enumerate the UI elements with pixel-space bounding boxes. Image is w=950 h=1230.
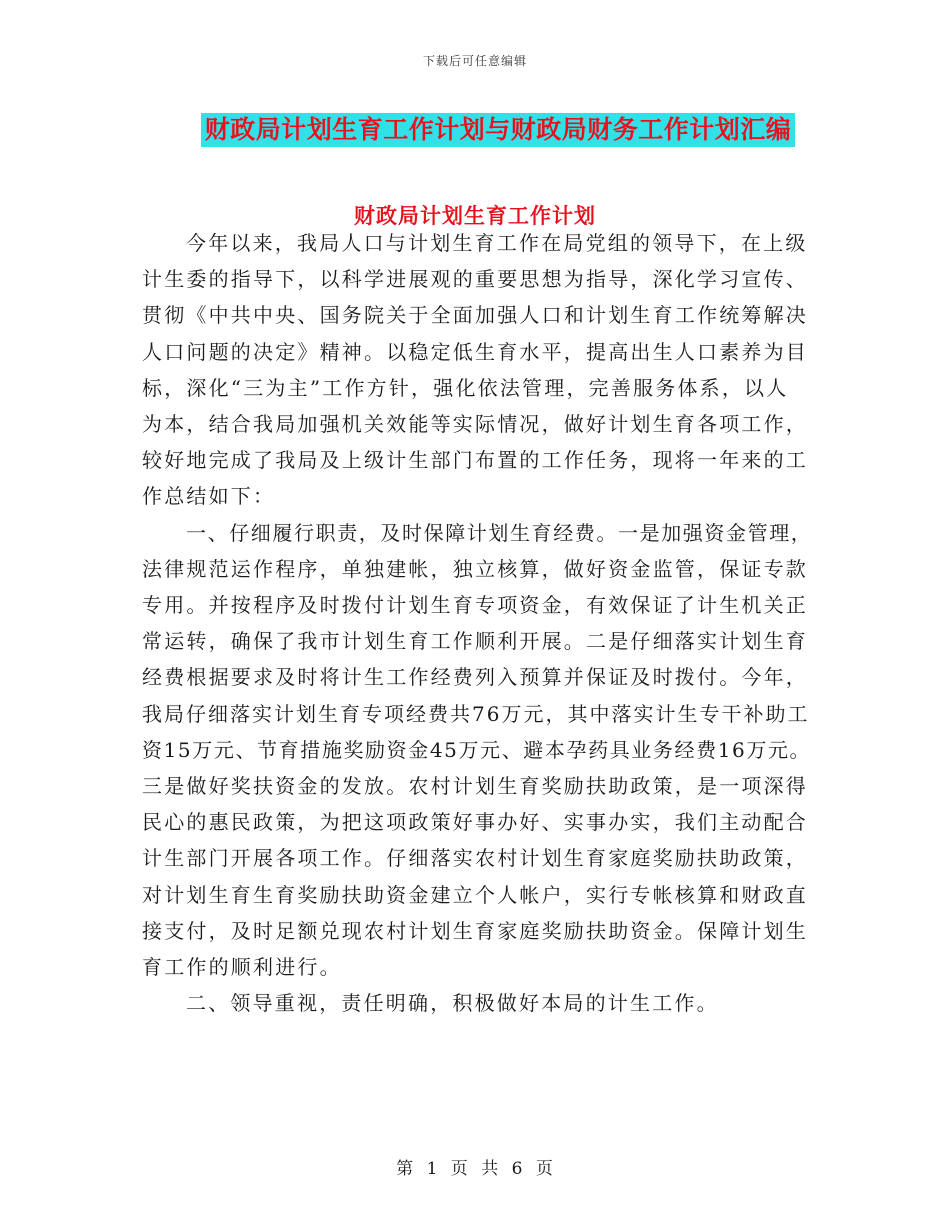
text-line: 一、仔细履行职责，及时保障计划生育经费。一是加强资金管理， [186, 520, 813, 545]
text-line: 对计划生育生育奖励扶助资金建立个人帐户，实行专帐核算和财政直 [142, 882, 808, 907]
text-line: 专用。并按程序及时拨付计划生育专项资金，有效保证了计生机关正 [142, 593, 808, 618]
text-line: 我局仔细落实计划生育专项经费共76万元，其中落实计生专干补助工 [142, 701, 810, 726]
document-body [142, 225, 812, 1021]
text-line: 经费根据要求及时将计生工作经费列入预算并保证及时拨付。今年， [142, 665, 808, 690]
page-footer: 第 1 页 共 6 页 [396, 1159, 554, 1179]
text-line: 育工作的顺利进行。 [142, 955, 342, 980]
main-title-container [0, 113, 950, 147]
text-line: 二、领导重视，责任明确，积极做好本局的计生工作。 [186, 991, 719, 1016]
text-line: 民心的惠民政策，为把这项政策好事办好、实事办实，我们主动配合 [142, 810, 808, 835]
text-line: 资15万元、节育措施奖励资金45万元、避本孕药具业务经费16万元。 [142, 737, 812, 762]
text-line: 三是做好奖扶资金的发放。农村计划生育奖励扶助政策，是一项深得 [142, 774, 808, 799]
text-line: 计生部门开展各项工作。仔细落实农村计划生育家庭奖励扶助政策， [142, 846, 808, 871]
text-line: 贯彻《中共中央、国务院关于全面加强人口和计划生育工作统筹解决 [142, 303, 808, 328]
text-line: 作总结如下： [142, 484, 276, 509]
text-line: 为本，结合我局加强机关效能等实际情况，做好计划生育各项工作， [142, 412, 808, 437]
text-line: 今年以来，我局人口与计划生育工作在局党组的领导下，在上级 [186, 231, 808, 255]
text-line: 较好地完成了我局及上级计生部门布置的工作任务，现将一年来的工 [142, 448, 808, 473]
text-line: 法律规范运作程序，单独建帐，独立核算，做好资金监管，保证专款 [142, 556, 808, 581]
text-line: 人口问题的决定》精神。以稳定低生育水平，提高出生人口素养为目 [142, 339, 808, 364]
sub-title: 财政局计划生育工作计划 [354, 203, 596, 228]
text-line: 计生委的指导下，以科学进展观的重要思想为指导，深化学习宣传、 [142, 267, 808, 292]
header-note: 下载后可任意编辑 [422, 54, 527, 68]
main-title: 财政局计划生育工作计划与财政局财务工作计划汇编 [201, 113, 796, 147]
text-line: 标，深化“三为主”工作方针，强化依法管理，完善服务体系，以人 [142, 375, 789, 400]
text-line: 常运转，确保了我市计划生育工作顺利开展。二是仔细落实计划生育 [142, 629, 808, 654]
text-line: 接支付，及时足额兑现农村计划生育家庭奖励扶助资金。保障计划生 [142, 918, 808, 943]
